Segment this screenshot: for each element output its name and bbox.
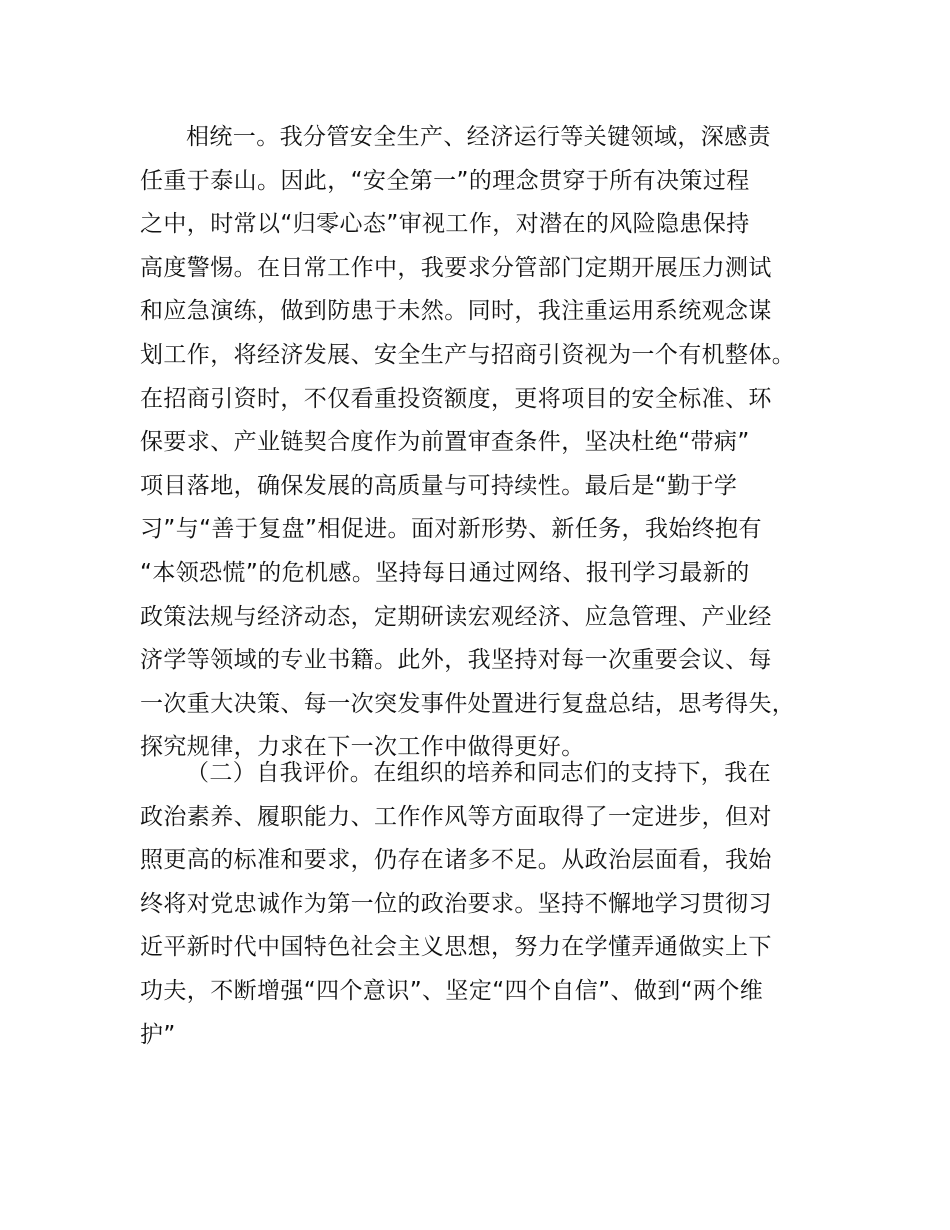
paragraph-line: 近平新时代中国特色社会主义思想，努力在学懂弄通做实上下: [140, 934, 772, 961]
paragraph-line: 高度警惕。在日常工作中，我要求分管部门定期开展压力测试: [140, 254, 772, 281]
paragraph-line: 项目落地，确保发展的高质量与可持续性。最后是“勤于学: [140, 472, 738, 499]
paragraph-line: 和应急演练，做到防患于未然。同时，我注重运用系统观念谋: [140, 298, 772, 325]
paragraph-line: 任重于泰山。因此，“安全第一”的理念贯穿于所有决策过程: [140, 167, 750, 194]
paragraph-line: 政策法规与经济动态，定期研读宏观经济、应急管理、产业经: [140, 603, 772, 630]
paragraph-line: 政治素养、履职能力、工作作风等方面取得了一定进步，但对: [140, 803, 772, 830]
paragraph-responsibility-and-learning: [140, 116, 830, 770]
paragraph-line: 照更高的标准和要求，仍存在诸多不足。从政治层面看，我始: [140, 847, 772, 874]
paragraph-line: 划工作，将经济发展、安全生产与招商引资视为一个有机整体。: [140, 341, 796, 368]
paragraph-line: 习”与“善于复盘”相促进。面对新形势、新任务，我始终抱有: [140, 516, 762, 543]
paragraph-line: 之中，时常以“归零心态”审视工作，对潜在的风险隐患保持: [140, 211, 750, 238]
paragraph-self-evaluation: [140, 752, 830, 1057]
paragraph-line: 功夫，不断增强“四个意识”、坚定“四个自信”、做到“两个维: [140, 977, 764, 1004]
paragraph-line: 济学等领域的专业书籍。此外，我坚持对每一次重要会议、每: [140, 647, 772, 674]
paragraph-line: “本领恐慌”的危机感。坚持每日通过网络、报刊学习最新的: [140, 559, 750, 586]
paragraph-line: （二）自我评价。在组织的培养和同志们的支持下，我在: [186, 760, 771, 786]
paragraph-line: 终将对党忠诚作为第一位的政治要求。坚持不懈地学习贯彻习: [140, 890, 772, 917]
paragraph-line: 探究规律，力求在下一次工作中做得更好。: [140, 734, 585, 761]
paragraph-line: 在招商引资时，不仅看重投资额度，更将项目的安全标准、环: [140, 385, 772, 412]
paragraph-line: 护”: [140, 1021, 176, 1048]
paragraph-line: 保要求、产业链契合度作为前置审查条件，坚决杜绝“带病”: [140, 429, 750, 456]
paragraph-line: 相统一。我分管安全生产、经济运行等关键领域，深感责: [186, 124, 771, 150]
paragraph-line: 一次重大决策、每一次突发事件处置进行复盘总结，思考得失，: [140, 690, 796, 717]
